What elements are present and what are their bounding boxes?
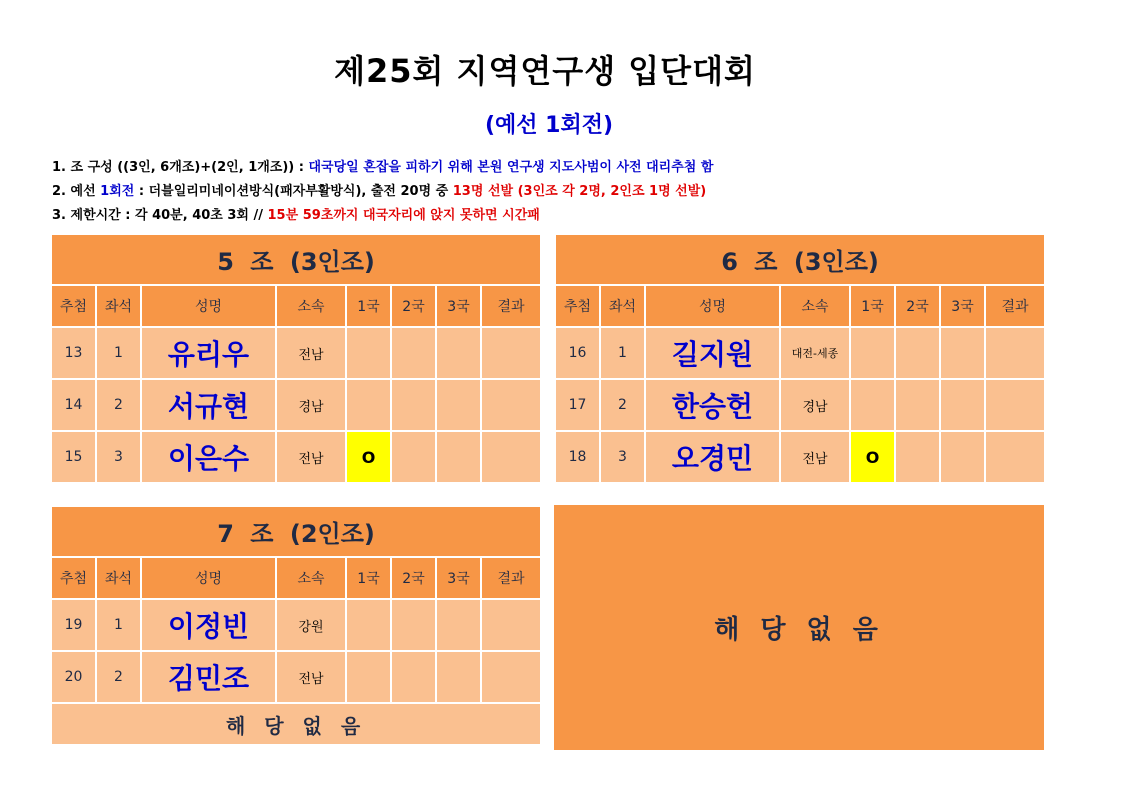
col-header-game-2: 2국 [895, 285, 940, 327]
game-2-cell [895, 379, 940, 431]
note-2-round: 1회전 [100, 184, 135, 199]
note-line-3 [52, 204, 713, 228]
col-header-game-3: 3국 [940, 285, 985, 327]
col-header-game-1: 1국 [346, 285, 391, 327]
col-header-result: 결과 [481, 557, 541, 599]
game-3-cell [436, 651, 481, 703]
game-3-cell [436, 327, 481, 379]
col-header-affiliation: 소속 [276, 285, 346, 327]
note-1-text: 1. 조 구성 ((3인, 6개조)+(2인, 1개조)) : [52, 160, 309, 175]
col-header-game-1: 1국 [850, 285, 895, 327]
seat-number: 1 [96, 599, 141, 651]
result-cell [481, 327, 541, 379]
seat-number: 2 [600, 379, 645, 431]
rules-notes [52, 156, 713, 228]
game-3-cell [940, 327, 985, 379]
draw-number: 15 [51, 431, 96, 483]
draw-number: 16 [555, 327, 600, 379]
col-header-affiliation: 소속 [276, 557, 346, 599]
table-row [555, 327, 1045, 379]
col-header-game-2: 2국 [391, 557, 436, 599]
affiliation: 전남 [276, 327, 346, 379]
result-cell [985, 379, 1045, 431]
seat-number: 2 [96, 379, 141, 431]
table-row [555, 431, 1045, 483]
affiliation: 경남 [780, 379, 850, 431]
draw-number: 18 [555, 431, 600, 483]
col-header-draw: 추첨 [51, 557, 96, 599]
group-table-7 [50, 505, 542, 746]
game-2-cell [895, 431, 940, 483]
col-header-seat: 좌석 [96, 285, 141, 327]
game-2-cell [391, 431, 436, 483]
seat-number: 3 [600, 431, 645, 483]
game-1-mark: O [850, 431, 895, 483]
game-1-cell [850, 379, 895, 431]
col-header-draw: 추첨 [51, 285, 96, 327]
game-1-cell [346, 651, 391, 703]
note-line-2 [52, 180, 713, 204]
game-1-cell [346, 379, 391, 431]
player-name: 한승헌 [645, 379, 780, 431]
game-3-cell [436, 599, 481, 651]
game-3-cell [940, 431, 985, 483]
no-entry-label: 해 당 없 음 [51, 703, 541, 745]
affiliation: 전남 [276, 651, 346, 703]
col-header-game-1: 1국 [346, 557, 391, 599]
table-row [555, 379, 1045, 431]
player-name: 서규현 [141, 379, 276, 431]
table-row [51, 379, 541, 431]
draw-number: 14 [51, 379, 96, 431]
note-1-highlight: 대국당일 혼잡을 피하기 위해 본원 연구생 지도사범이 사전 대리추첨 함 [308, 160, 714, 175]
draw-number: 20 [51, 651, 96, 703]
result-cell [481, 431, 541, 483]
seat-number: 1 [96, 327, 141, 379]
col-header-result: 결과 [985, 285, 1045, 327]
note-2-text-a: 2. 예선 [52, 184, 101, 199]
table-row [51, 431, 541, 483]
note-3-highlight: 15분 59초까지 대국자리에 앉지 못하면 시간패 [267, 208, 540, 223]
player-name: 이정빈 [141, 599, 276, 651]
game-1-cell [346, 599, 391, 651]
game-3-cell [436, 431, 481, 483]
page-subtitle: (예선 1회전) [484, 113, 614, 138]
col-header-game-3: 3국 [436, 557, 481, 599]
draw-number: 13 [51, 327, 96, 379]
game-2-cell [895, 327, 940, 379]
col-header-game-3: 3국 [436, 285, 481, 327]
game-2-cell [391, 599, 436, 651]
result-cell [985, 327, 1045, 379]
note-2-text-b: : 더블일리미네이션방식(패자부활방식), 출전 20명 중 [134, 184, 453, 199]
seat-number: 1 [600, 327, 645, 379]
player-name: 오경민 [645, 431, 780, 483]
col-header-name: 성명 [141, 285, 276, 327]
player-name: 김민조 [141, 651, 276, 703]
result-cell [481, 379, 541, 431]
table-row [51, 651, 541, 703]
note-line-1 [52, 156, 713, 180]
game-2-cell [391, 651, 436, 703]
game-2-cell [391, 379, 436, 431]
affiliation: 강원 [276, 599, 346, 651]
group-title: 7 조 (2인조) [51, 506, 541, 557]
game-3-cell [940, 379, 985, 431]
group-table-5 [50, 233, 542, 484]
col-header-game-2: 2국 [391, 285, 436, 327]
col-header-seat: 좌석 [600, 285, 645, 327]
seat-number: 2 [96, 651, 141, 703]
empty-group-label: 해 당 없 음 [714, 615, 884, 645]
table-row [51, 327, 541, 379]
col-header-affiliation: 소속 [780, 285, 850, 327]
player-name: 유리우 [141, 327, 276, 379]
seat-number: 3 [96, 431, 141, 483]
group-title: 6 조 (3인조) [555, 234, 1045, 285]
page-title: 제25회 지역연구생 입단대회 [334, 52, 756, 90]
game-1-mark: O [346, 431, 391, 483]
col-header-draw: 추첨 [555, 285, 600, 327]
col-header-name: 성명 [141, 557, 276, 599]
note-3-text: 3. 제한시간 : 각 40분, 40초 3회 // [52, 208, 268, 223]
empty-group-box [554, 505, 1044, 750]
draw-number: 19 [51, 599, 96, 651]
game-2-cell [391, 327, 436, 379]
result-cell [985, 431, 1045, 483]
affiliation: 경남 [276, 379, 346, 431]
result-cell [481, 651, 541, 703]
table-row [51, 599, 541, 651]
group-table-6 [554, 233, 1046, 484]
affiliation: 전남 [780, 431, 850, 483]
col-header-result: 결과 [481, 285, 541, 327]
note-2-highlight: 13명 선발 (3인조 각 2명, 2인조 1명 선발) [452, 184, 707, 199]
col-header-name: 성명 [645, 285, 780, 327]
game-1-cell [850, 327, 895, 379]
affiliation: 전남 [276, 431, 346, 483]
game-3-cell [436, 379, 481, 431]
game-1-cell [346, 327, 391, 379]
col-header-seat: 좌석 [96, 557, 141, 599]
player-name: 이은수 [141, 431, 276, 483]
draw-number: 17 [555, 379, 600, 431]
result-cell [481, 599, 541, 651]
player-name: 길지원 [645, 327, 780, 379]
affiliation: 대전-세종 [780, 327, 850, 379]
group-title: 5 조 (3인조) [51, 234, 541, 285]
